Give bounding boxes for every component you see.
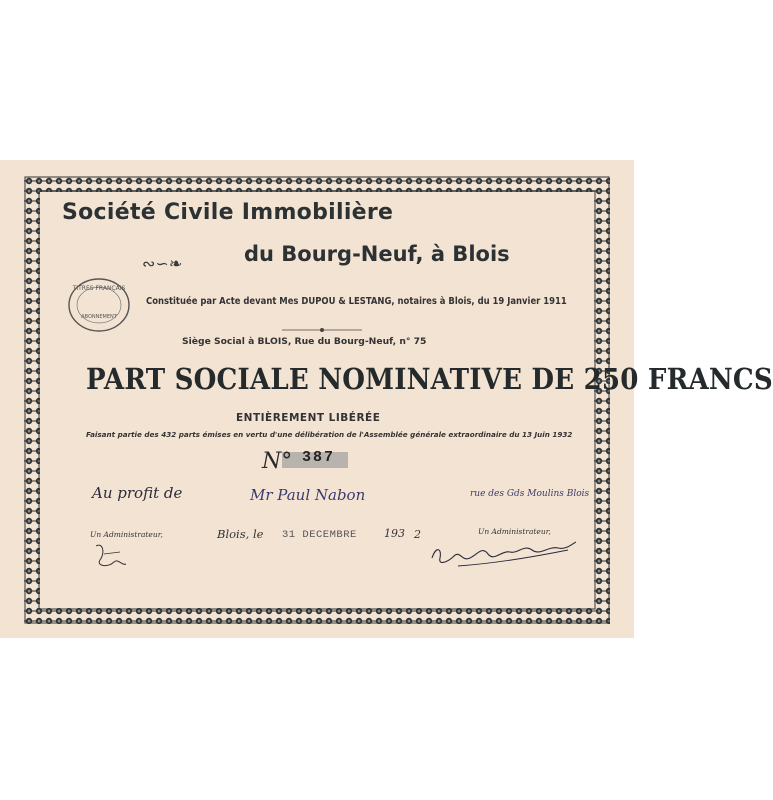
company-name-line2: du Bourg-Neuf, à Blois bbox=[244, 242, 510, 266]
beneficiary-address: rue des Gds Moulins Blois bbox=[470, 489, 590, 499]
place-label: Blois, le bbox=[217, 527, 264, 541]
number-label: N° bbox=[262, 449, 293, 474]
beneficiary-label: Au profit de bbox=[92, 484, 183, 502]
left-administrator-label: Un Administrateur, bbox=[90, 530, 163, 539]
beneficiary-name: Mr Paul Nabon bbox=[250, 486, 366, 504]
right-signature bbox=[428, 536, 578, 576]
year-prefix: 193 bbox=[384, 527, 405, 540]
certificate-number: 387 bbox=[302, 449, 336, 466]
head-office-line: Siège Social à BLOIS, Rue du Bourg-Neuf, n° 75 bbox=[182, 336, 427, 347]
ornament-flourish-icon: ∾∽❧ bbox=[142, 254, 183, 273]
issue-date: 31 DECEMBRE bbox=[282, 529, 357, 541]
stamp-bottom-text: ABONNEMENT bbox=[81, 314, 117, 320]
company-name-line1: Société Civile Immobilière bbox=[62, 200, 394, 225]
year-suffix: 2 bbox=[414, 528, 421, 541]
left-signature bbox=[92, 540, 132, 574]
ornament-rule bbox=[282, 318, 362, 324]
constitution-line: Constituée par Acte devant Mes DUPOU & LESTANG, notaires à Blois, du 19 Janvier 1911 bbox=[146, 296, 567, 307]
issuance-note: Faisant partie des 432 parts émises en vertu d'une délibération de l'Assemblée générale extraordinaire du 13 Juin 1932 bbox=[86, 430, 573, 439]
round-stamp bbox=[66, 276, 132, 334]
stamp-top-text: TITRES FRANÇAIS bbox=[72, 285, 126, 292]
fully-paid-label: ENTIÈREMENT LIBÉRÉE bbox=[236, 412, 381, 424]
right-administrator-label: Un Administrateur, bbox=[478, 527, 551, 536]
share-title: PART SOCIALE NOMINATIVE DE 250 FRANCS bbox=[86, 362, 773, 396]
